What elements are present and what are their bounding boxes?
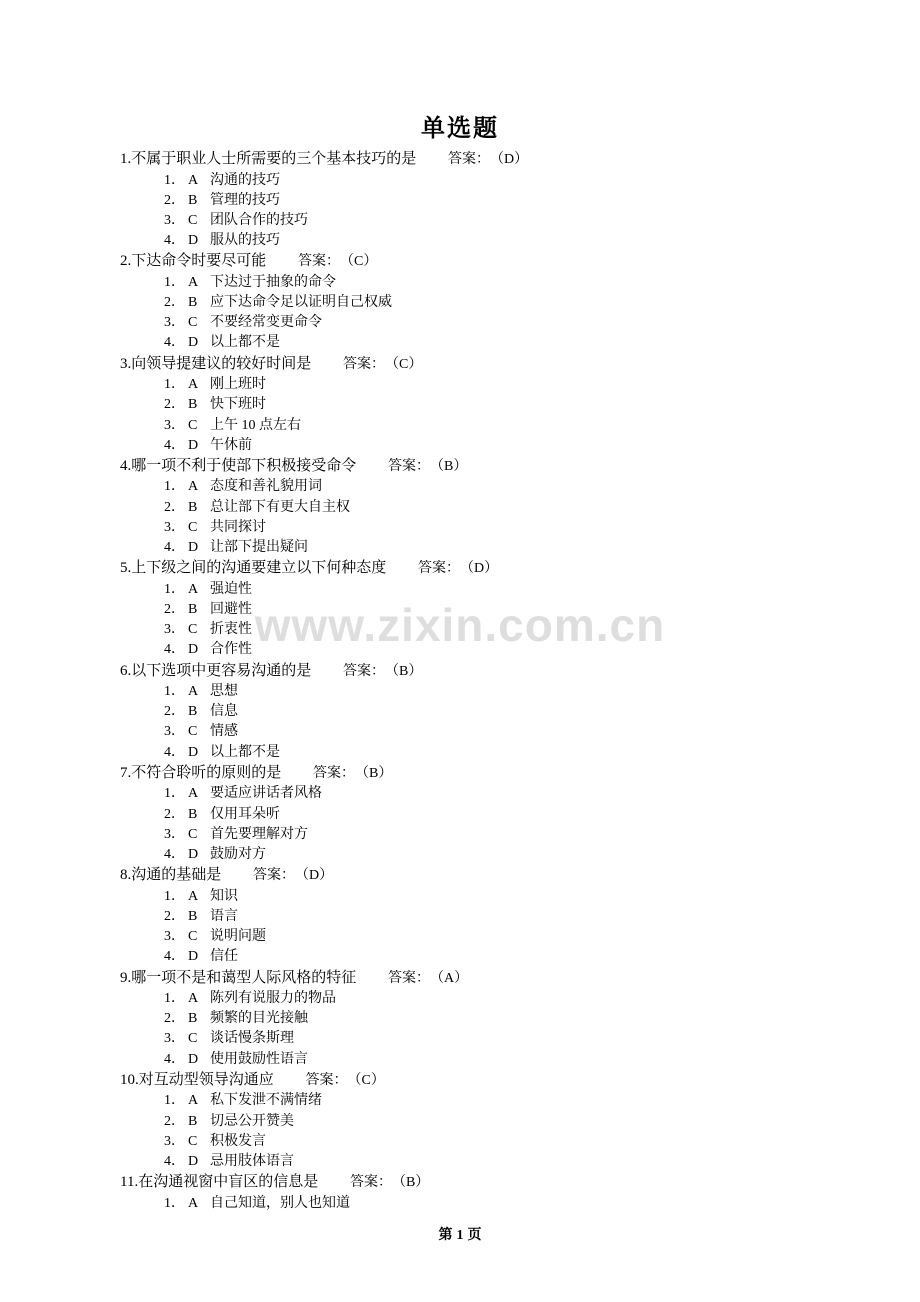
option-index: 1． [164, 1195, 185, 1211]
question-heading [120, 763, 920, 785]
answer-value: （B） [430, 458, 468, 474]
option-list [120, 375, 920, 456]
option-letter: A [188, 684, 199, 700]
option-text: 服从的技巧 [210, 233, 280, 249]
answer-label: 答案： [313, 765, 356, 781]
option-letter: D [188, 949, 199, 965]
option-text: 快下班时 [210, 397, 266, 413]
option-index: 4． [164, 1153, 185, 1169]
option-letter: D [188, 335, 199, 351]
answer-label: 答案： [343, 663, 386, 679]
option-item [164, 907, 920, 927]
option-text: 不要经常变更命令 [210, 315, 322, 331]
option-item [164, 1029, 920, 1049]
option-text: 以上都不是 [210, 744, 280, 760]
question-item [120, 968, 920, 1070]
option-item [164, 477, 920, 497]
answer-label: 答案： [349, 1175, 392, 1191]
option-letter: B [188, 908, 198, 924]
option-letter: B [188, 806, 198, 822]
question-heading [120, 968, 920, 990]
question-heading [120, 251, 920, 273]
option-index: 2． [164, 908, 185, 924]
option-item [164, 989, 920, 1009]
question-heading [120, 661, 920, 683]
option-text: 强迫性 [210, 581, 252, 597]
option-text: 让部下提出疑问 [210, 540, 308, 556]
option-list [120, 1091, 920, 1172]
answer-value: （B） [391, 1175, 430, 1191]
question-item [120, 558, 920, 660]
option-text: 总让部下有更大自主权 [210, 499, 350, 515]
option-letter: C [188, 622, 198, 638]
option-text: 私下发泄不满情绪 [210, 1093, 322, 1109]
option-text: 陈列有说服力的物品 [210, 991, 336, 1006]
option-index: 1． [164, 786, 185, 802]
option-item [164, 743, 920, 763]
option-text: 知识 [210, 888, 238, 904]
option-text: 忌用肢体语言 [210, 1153, 294, 1169]
option-list [120, 989, 920, 1070]
option-text: 思想 [210, 684, 238, 700]
option-letter: A [188, 377, 199, 393]
question-text: 沟通的基础是 [131, 867, 222, 884]
option-text: 频繁的目光接触 [210, 1011, 308, 1027]
option-index: 4． [164, 744, 185, 760]
option-text: 应下达命令足以证明自己权威 [210, 295, 392, 311]
question-number: 10. [120, 1071, 139, 1088]
option-item [164, 518, 920, 538]
option-letter: C [188, 826, 198, 842]
answer-value: （B） [385, 663, 423, 679]
answer-label: 答案： [388, 970, 431, 986]
option-letter: A [188, 274, 199, 290]
answer-label: 答案： [388, 458, 431, 474]
question-item [120, 661, 920, 763]
option-list [120, 887, 920, 968]
answer-value: （B） [355, 765, 393, 781]
option-letter: D [188, 1051, 199, 1067]
option-index: 1． [164, 888, 185, 904]
option-item [164, 620, 920, 640]
question-item [120, 251, 920, 353]
option-item [164, 498, 920, 518]
question-item [120, 1070, 920, 1172]
answer-label: 答案： [448, 152, 491, 167]
option-letter: D [188, 846, 199, 862]
option-letter: D [188, 744, 199, 760]
option-letter: D [188, 233, 199, 249]
question-number: 7. [120, 764, 132, 781]
option-letter: D [188, 642, 199, 658]
question-text: 对互动型领导沟通应 [138, 1071, 274, 1088]
option-index: 3． [164, 724, 185, 740]
answer-value: （C） [347, 1072, 385, 1088]
option-index: 2． [164, 295, 185, 311]
option-item [164, 293, 920, 313]
option-letter: D [188, 437, 199, 453]
option-index: 4． [164, 233, 185, 249]
option-text: 刚上班时 [210, 377, 266, 393]
option-letter: C [188, 724, 198, 740]
option-text: 要适应讲话者风格 [210, 786, 322, 802]
question-number: 9. [120, 969, 132, 986]
option-text: 午休前 [210, 437, 252, 453]
option-text: 信任 [210, 949, 238, 965]
option-letter: A [188, 1195, 199, 1211]
option-item [164, 375, 920, 395]
question-item [120, 1172, 920, 1214]
question-number: 3. [120, 355, 132, 372]
option-item [164, 231, 920, 251]
option-text: 谈话慢条斯理 [210, 1031, 294, 1047]
option-text: 仅用耳朵听 [210, 806, 280, 822]
option-index: 1． [164, 274, 185, 290]
answer-label: 答案： [253, 868, 296, 884]
option-letter: A [188, 581, 199, 597]
option-index: 2． [164, 397, 185, 413]
option-index: 3． [164, 1133, 185, 1149]
option-letter: D [188, 540, 199, 556]
option-item [164, 191, 920, 211]
option-letter: C [188, 417, 198, 433]
question-number: 8. [120, 867, 132, 884]
question-number: 11. [120, 1174, 139, 1191]
option-text: 切忌公开赞美 [210, 1113, 294, 1129]
option-item [164, 1091, 920, 1111]
option-index: 1． [164, 581, 185, 597]
option-item [164, 702, 920, 722]
option-text: 积极发言 [210, 1133, 266, 1149]
option-text: 情感 [210, 724, 238, 740]
answer-label: 答案： [418, 561, 461, 577]
option-index: 2． [164, 192, 185, 208]
option-letter: C [188, 315, 198, 331]
option-list [120, 273, 920, 354]
option-text: 上午 10 点左右 [210, 417, 301, 433]
option-text: 说明问题 [210, 929, 266, 945]
question-heading [120, 456, 920, 478]
option-list [120, 682, 920, 763]
option-text: 共同探讨 [210, 519, 266, 535]
option-letter: C [188, 212, 198, 228]
option-index: 4． [164, 949, 185, 965]
option-letter: B [188, 499, 198, 515]
option-item [164, 538, 920, 558]
page-footer [0, 1224, 920, 1244]
option-item [164, 784, 920, 804]
option-letter: B [188, 397, 198, 413]
question-text: 下达命令时要尽可能 [131, 253, 267, 270]
footer-prefix: 第 [438, 1228, 453, 1243]
option-item [164, 416, 920, 436]
option-item [164, 580, 920, 600]
option-text: 下达过于抽象的命令 [210, 274, 336, 290]
option-text: 鼓励对方 [210, 846, 266, 862]
option-item [164, 927, 920, 947]
option-index: 4． [164, 437, 185, 453]
option-index: 3． [164, 417, 185, 433]
question-item [120, 456, 920, 558]
option-index: 2． [164, 806, 185, 822]
option-letter: D [188, 1153, 199, 1169]
option-item [164, 887, 920, 907]
option-text: 信息 [210, 704, 238, 720]
option-letter: A [188, 991, 199, 1006]
option-text: 语言 [210, 908, 238, 924]
question-text: 在沟通视窗中盲区的信息是 [138, 1174, 319, 1191]
option-item [164, 1050, 920, 1070]
option-index: 4． [164, 335, 185, 351]
option-letter: A [188, 888, 199, 904]
option-text: 自己知道，别人也知道 [210, 1195, 350, 1211]
question-text: 不属于职业人士所需要的三个基本技巧的是 [131, 151, 417, 167]
question-item [120, 354, 920, 456]
question-number: 2. [120, 253, 132, 270]
answer-label: 答案： [305, 1072, 348, 1088]
answer-label: 答案： [343, 356, 386, 372]
option-text: 团队合作的技巧 [210, 212, 308, 228]
option-index: 4． [164, 846, 185, 862]
option-letter: B [188, 1011, 198, 1027]
option-index: 1． [164, 684, 185, 700]
option-list [120, 1194, 920, 1214]
question-text: 哪一项不利于使部下积极接受命令 [131, 457, 357, 474]
option-index: 2． [164, 1011, 185, 1027]
question-number: 1. [120, 151, 132, 167]
option-letter: B [188, 295, 198, 311]
option-index: 2． [164, 704, 185, 720]
option-item [164, 1194, 920, 1214]
option-list [120, 784, 920, 865]
option-item [164, 1009, 920, 1029]
option-item [164, 682, 920, 702]
option-letter: B [188, 704, 198, 720]
footer-suffix: 页 [467, 1228, 482, 1243]
option-item [164, 395, 920, 415]
option-text: 首先要理解对方 [210, 826, 308, 842]
option-item [164, 845, 920, 865]
footer-page-number: 1 [456, 1228, 464, 1243]
option-item [164, 211, 920, 231]
question-item [120, 149, 920, 251]
option-letter: A [188, 479, 199, 495]
page-title: 单选题 [421, 116, 499, 142]
option-item [164, 722, 920, 742]
option-index: 3． [164, 622, 185, 638]
option-letter: C [188, 519, 198, 535]
option-item [164, 825, 920, 845]
answer-label: 答案： [298, 254, 341, 270]
question-heading [120, 149, 920, 171]
option-list [120, 171, 920, 252]
option-text: 管理的技巧 [210, 192, 280, 208]
question-number: 5. [120, 560, 132, 577]
option-index: 1． [164, 479, 185, 495]
option-index: 4． [164, 540, 185, 556]
option-item [164, 600, 920, 620]
option-letter: C [188, 1031, 198, 1047]
option-item [164, 313, 920, 333]
option-letter: A [188, 172, 199, 188]
option-index: 2． [164, 499, 185, 515]
question-heading [120, 865, 920, 887]
option-text: 合作性 [210, 642, 252, 658]
question-heading [120, 1172, 920, 1194]
answer-value: （C） [385, 356, 423, 372]
option-text: 态度和善礼貌用词 [210, 479, 322, 495]
option-index: 4． [164, 1051, 185, 1067]
option-list [120, 477, 920, 558]
question-text: 上下级之间的沟通要建立以下何种态度 [131, 560, 387, 577]
option-item [164, 171, 920, 191]
option-index: 3． [164, 826, 185, 842]
option-item [164, 1132, 920, 1152]
question-item [120, 865, 920, 967]
question-number: 6. [120, 662, 132, 679]
option-item [164, 1152, 920, 1172]
option-letter: A [188, 786, 199, 802]
question-number: 4. [120, 457, 132, 474]
option-index: 1． [164, 991, 185, 1006]
option-letter: B [188, 1113, 198, 1129]
question-text: 不符合聆听的原则的是 [131, 764, 282, 781]
question-list [0, 149, 920, 1214]
option-text: 以上都不是 [210, 335, 280, 351]
option-index: 2． [164, 1113, 185, 1129]
option-index: 3． [164, 929, 185, 945]
option-item [164, 333, 920, 353]
option-letter: C [188, 929, 198, 945]
option-letter: B [188, 601, 198, 617]
option-item [164, 273, 920, 293]
answer-value: （D） [490, 152, 529, 167]
option-item [164, 436, 920, 456]
option-letter: B [188, 192, 198, 208]
watermark-text: www.zixin.com.cn [254, 599, 666, 651]
option-item [164, 947, 920, 967]
option-index: 3． [164, 315, 185, 331]
question-text: 哪一项不是和蔼型人际风格的特征 [131, 969, 357, 986]
option-index: 3． [164, 212, 185, 228]
answer-value: （D） [295, 868, 334, 884]
option-item [164, 1112, 920, 1132]
option-text: 回避性 [210, 601, 252, 617]
option-index: 1． [164, 377, 185, 393]
option-item [164, 805, 920, 825]
option-index: 3． [164, 519, 185, 535]
option-index: 3． [164, 1031, 185, 1047]
question-heading [120, 354, 920, 376]
option-text: 使用鼓励性语言 [210, 1051, 308, 1067]
option-list [120, 580, 920, 661]
option-index: 4． [164, 642, 185, 658]
answer-value: （D） [460, 561, 499, 577]
option-index: 1． [164, 1093, 185, 1109]
option-text: 沟通的技巧 [210, 172, 280, 188]
answer-value: （C） [340, 254, 378, 270]
option-letter: A [188, 1093, 199, 1109]
option-letter: C [188, 1133, 198, 1149]
question-heading [120, 558, 920, 580]
question-item [120, 763, 920, 865]
question-text: 以下选项中更容易沟通的是 [131, 662, 312, 679]
question-text: 向领导提建议的较好时间是 [131, 355, 312, 372]
answer-value: （A） [430, 970, 469, 986]
question-heading [120, 1070, 920, 1092]
option-text: 折衷性 [210, 622, 252, 638]
option-index: 2． [164, 601, 185, 617]
option-index: 1． [164, 172, 185, 188]
option-item [164, 640, 920, 660]
